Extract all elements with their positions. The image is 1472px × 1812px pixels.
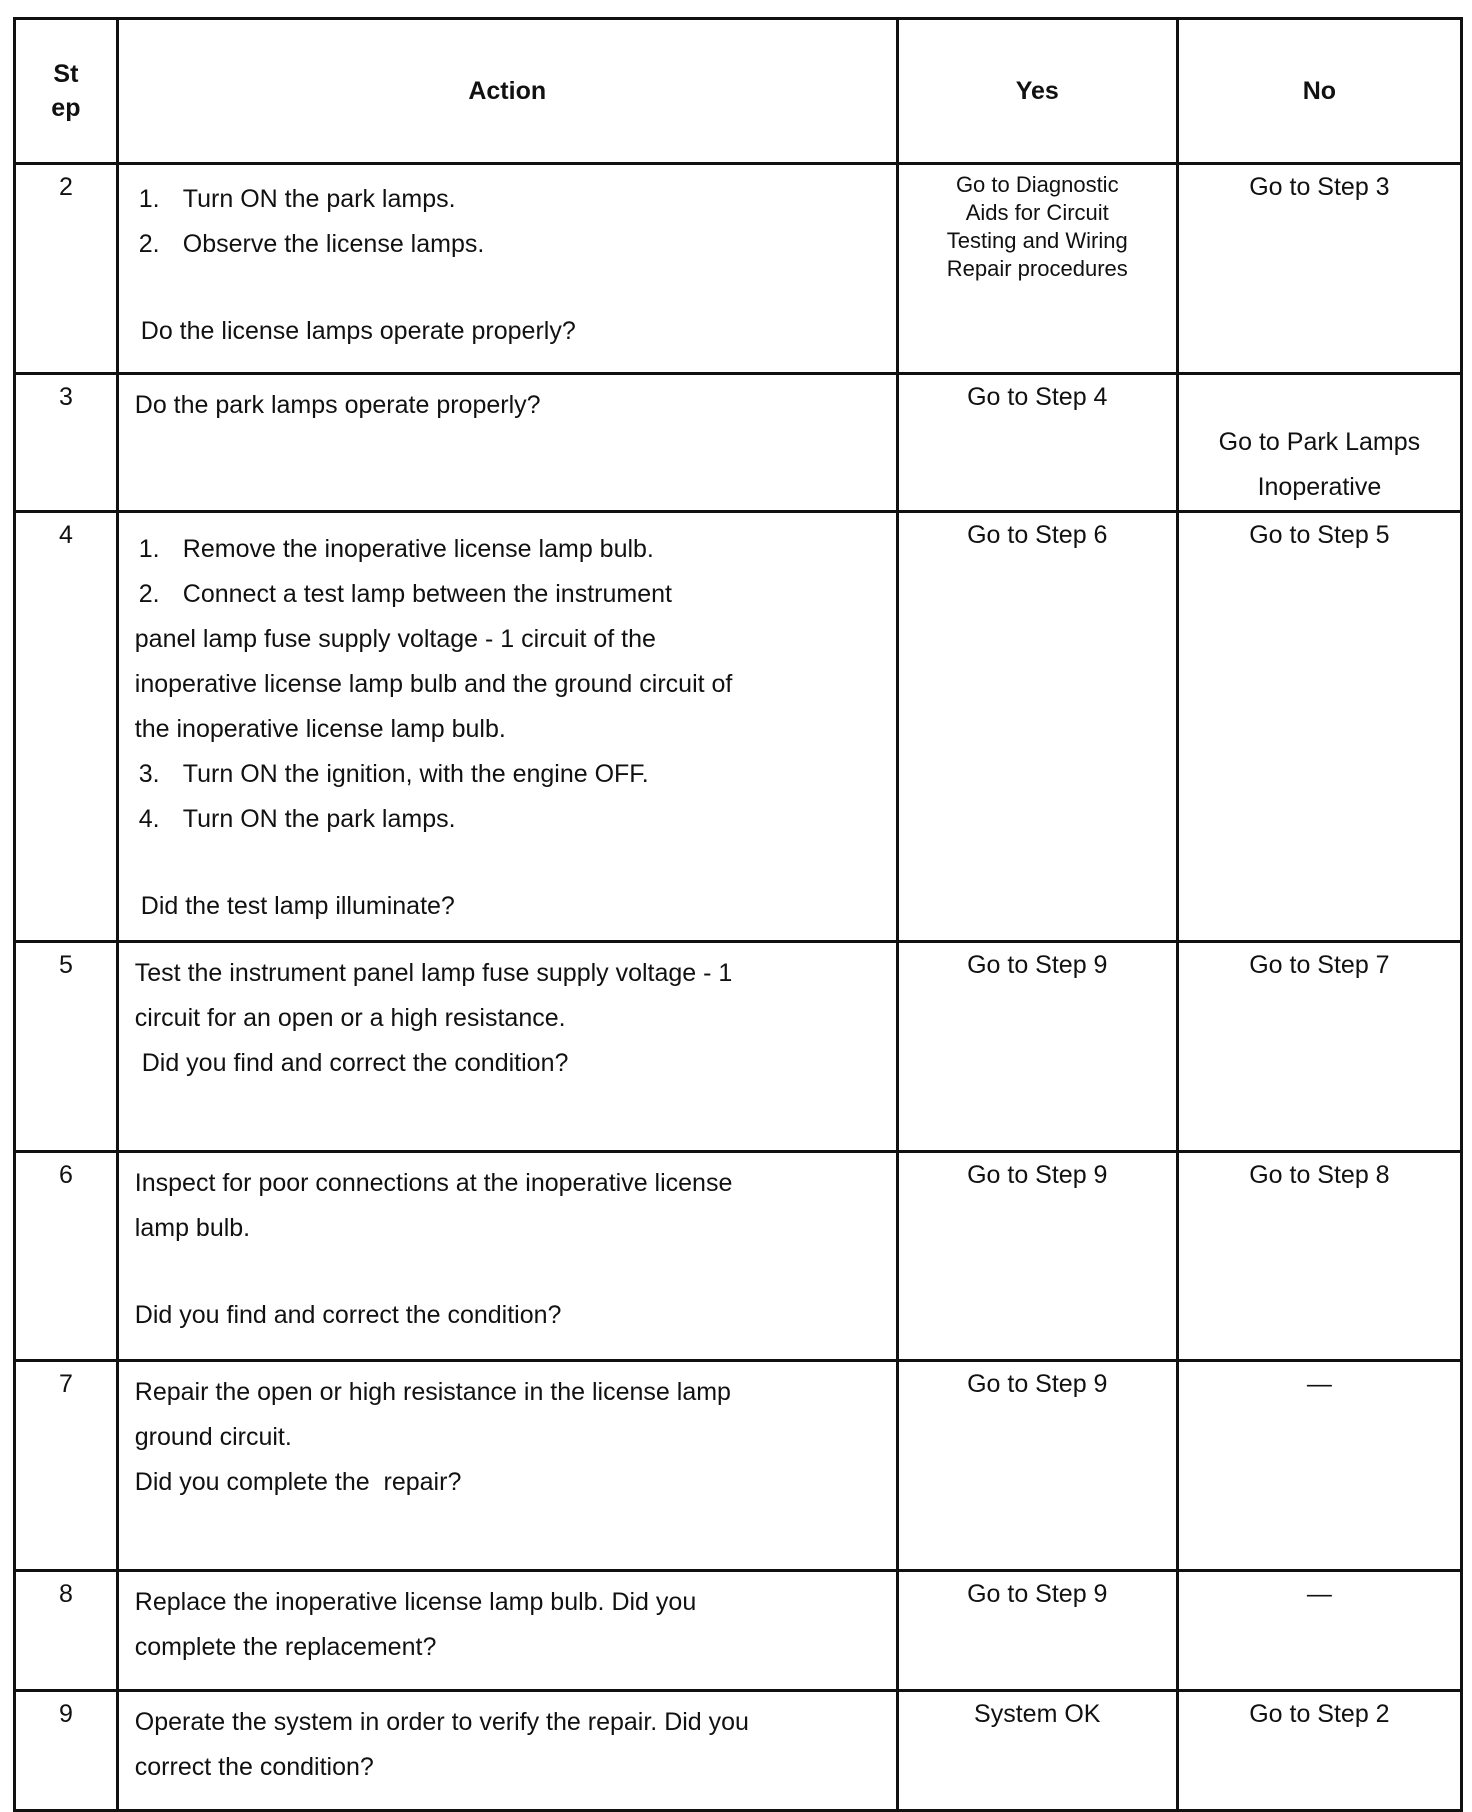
action-cell xyxy=(117,1691,897,1811)
action-text-line: panel lamp fuse supply voltage - 1 circuit of the xyxy=(134,625,656,653)
action-text-line: Repair the open or high resistance in the license lamp xyxy=(134,1378,731,1406)
action-question: Do the park lamps operate properly? xyxy=(134,391,541,419)
action-text-line: Operate the system in order to verify the repair. Did you xyxy=(134,1708,749,1736)
yes-result: Go to Step 4 xyxy=(967,383,1108,411)
step-number: 5 xyxy=(15,942,118,1152)
yes-cell xyxy=(897,512,1177,942)
no-result: Go to Step 3 xyxy=(1249,173,1390,201)
action-text-line: the inoperative license lamp bulb. xyxy=(134,715,506,743)
yes-result: Go to Step 9 xyxy=(967,951,1108,979)
yes-result: Go to Step 9 xyxy=(967,1161,1108,1189)
step-number: 8 xyxy=(15,1571,118,1691)
step-number: 6 xyxy=(15,1152,118,1361)
action-question: Did the test lamp illuminate? xyxy=(140,892,455,920)
action-question: Did you find and correct the condition? xyxy=(134,1049,569,1077)
yes-cell xyxy=(897,374,1177,512)
table-row xyxy=(15,1571,1462,1691)
action-cell xyxy=(117,1361,897,1571)
yes-result: System OK xyxy=(974,1700,1101,1728)
action-instruction: 2. Connect a test lamp between the instrument xyxy=(138,580,672,608)
diagnostic-table xyxy=(13,17,1463,1812)
action-text-line: ground circuit. xyxy=(134,1423,292,1451)
action-text-line: Replace the inoperative license lamp bulb. Did you xyxy=(134,1588,697,1616)
table-row xyxy=(15,1361,1462,1571)
no-result: — xyxy=(1306,1580,1332,1608)
yes-cell xyxy=(897,1691,1177,1811)
table-row xyxy=(15,164,1462,374)
action-text-line: circuit for an open or a high resistance. xyxy=(134,1004,566,1032)
header-action: Action xyxy=(117,19,897,164)
no-result: Go to Park Lamps Inoperative xyxy=(1218,428,1421,501)
yes-result: Go to Step 9 xyxy=(967,1580,1108,1608)
action-text-line: Inspect for poor connections at the inoperative license xyxy=(134,1169,733,1197)
step-number: 9 xyxy=(15,1691,118,1811)
action-cell xyxy=(117,1152,897,1361)
action-instruction: 1. Turn ON the park lamps. xyxy=(138,185,456,213)
step-number: 3 xyxy=(15,374,118,512)
yes-cell xyxy=(897,1361,1177,1571)
action-question: Do the license lamps operate properly? xyxy=(140,317,576,345)
header-no: No xyxy=(1177,19,1461,164)
table-row xyxy=(15,512,1462,942)
table-row xyxy=(15,374,1462,512)
yes-cell xyxy=(897,1571,1177,1691)
action-cell xyxy=(117,164,897,374)
table-row xyxy=(15,1691,1462,1811)
table-row xyxy=(15,942,1462,1152)
step-number: 2 xyxy=(15,164,118,374)
yes-cell xyxy=(897,942,1177,1152)
action-question: Did you find and correct the condition? xyxy=(134,1301,562,1329)
action-instruction: 1. Remove the inoperative license lamp bulb. xyxy=(138,535,654,563)
action-cell xyxy=(117,942,897,1152)
yes-cell xyxy=(897,1152,1177,1361)
step-number: 4 xyxy=(15,512,118,942)
yes-cell xyxy=(897,164,1177,374)
no-cell xyxy=(1177,1152,1461,1361)
no-cell xyxy=(1177,374,1461,512)
no-cell xyxy=(1177,512,1461,942)
action-text-line: inoperative license lamp bulb and the ground circuit of xyxy=(134,670,733,698)
no-result: — xyxy=(1306,1370,1332,1398)
yes-result: Go to Step 6 xyxy=(967,521,1108,549)
no-result: Go to Step 2 xyxy=(1249,1700,1390,1728)
action-text-line: correct the condition? xyxy=(134,1753,374,1781)
action-cell xyxy=(117,512,897,942)
action-text-line: lamp bulb. xyxy=(134,1214,251,1242)
no-cell xyxy=(1177,1691,1461,1811)
action-cell xyxy=(117,1571,897,1691)
no-cell xyxy=(1177,1361,1461,1571)
yes-result: Go to Step 9 xyxy=(967,1370,1108,1398)
no-result: Go to Step 7 xyxy=(1249,951,1390,979)
table-header-row xyxy=(15,19,1462,164)
header-yes: Yes xyxy=(897,19,1177,164)
no-result: Go to Step 8 xyxy=(1249,1161,1390,1189)
yes-result: Go to Diagnostic Aids for Circuit Testing and Wiring Repair procedures xyxy=(946,172,1128,281)
action-question: Did you complete the repair? xyxy=(134,1468,462,1496)
table-row xyxy=(15,1152,1462,1361)
step-number: 7 xyxy=(15,1361,118,1571)
header-step: St ep xyxy=(15,19,118,164)
action-cell xyxy=(117,374,897,512)
action-instruction: 2. Observe the license lamps. xyxy=(138,230,485,258)
no-cell xyxy=(1177,164,1461,374)
no-cell xyxy=(1177,942,1461,1152)
action-instruction: 3. Turn ON the ignition, with the engine OFF. xyxy=(138,760,649,788)
action-instruction: 4. Turn ON the park lamps. xyxy=(138,805,456,833)
action-text-line: Test the instrument panel lamp fuse supply voltage - 1 xyxy=(134,959,733,987)
no-cell xyxy=(1177,1571,1461,1691)
no-result: Go to Step 5 xyxy=(1249,521,1390,549)
action-text-line: complete the replacement? xyxy=(134,1633,437,1661)
